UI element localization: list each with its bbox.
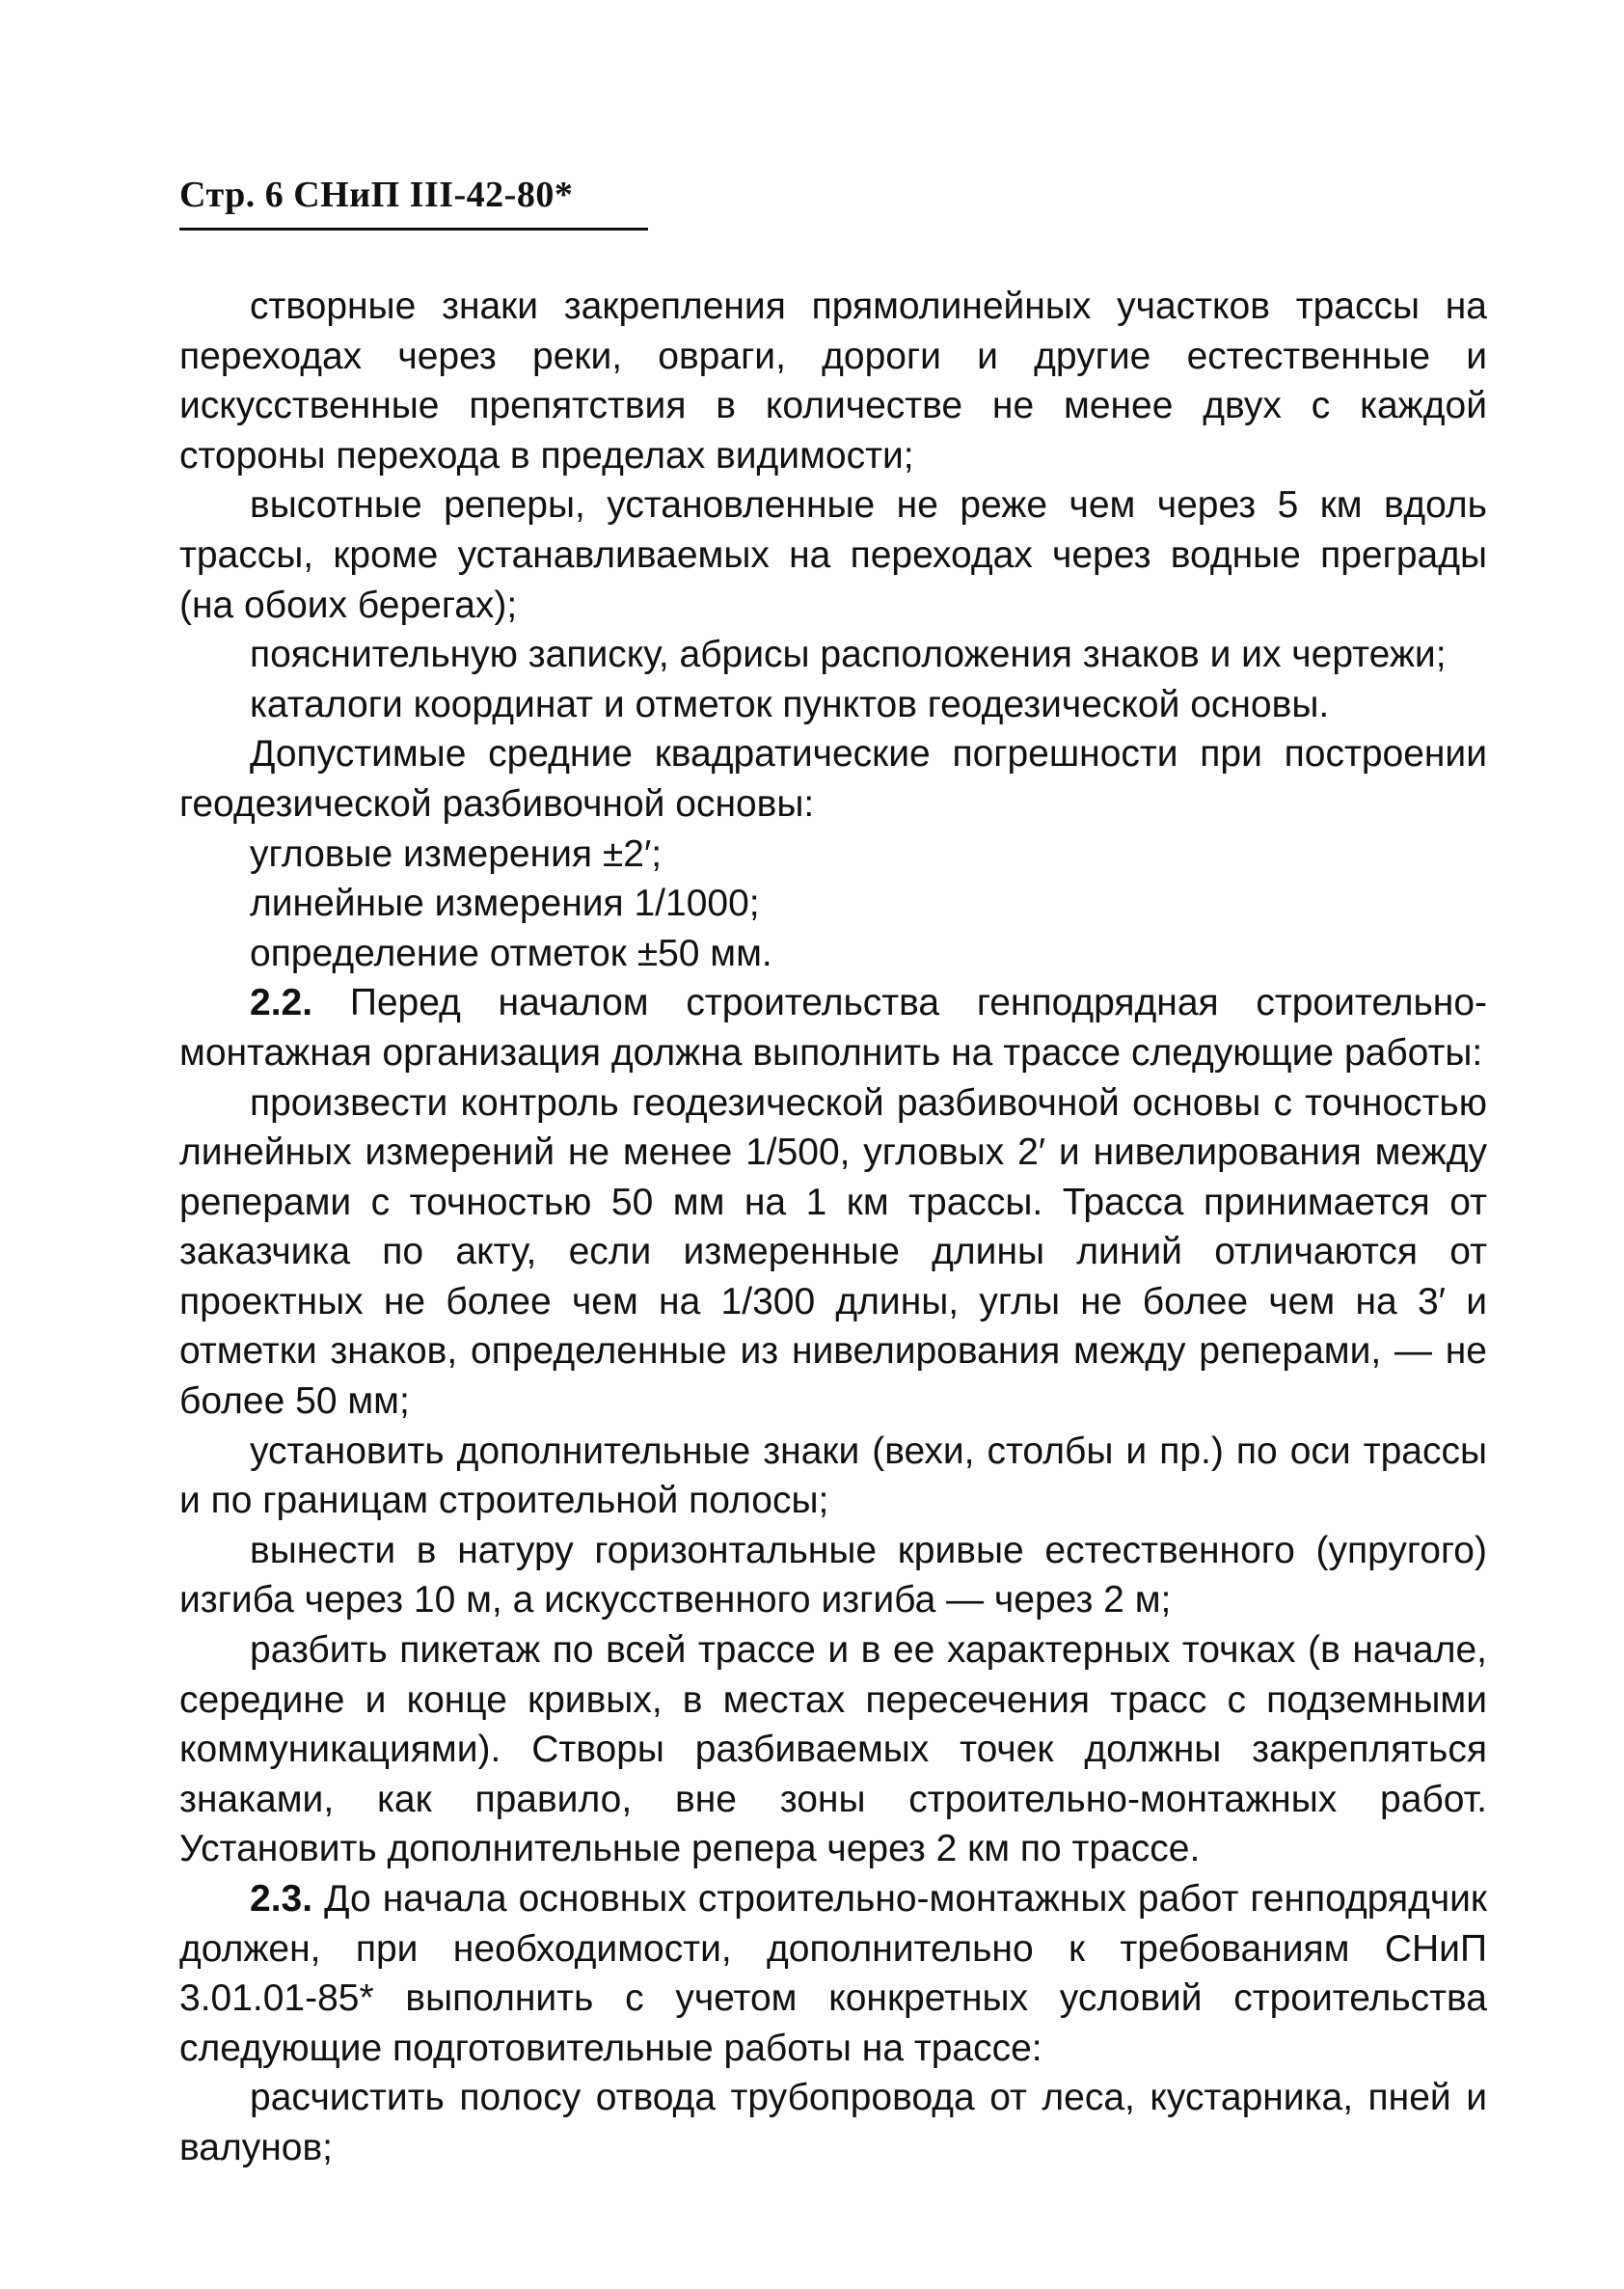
header-rule	[179, 228, 648, 231]
paragraph-text: каталоги координат и отметок пунктов геодезической основы.	[250, 683, 1330, 725]
paragraph-4	[179, 680, 1487, 730]
paragraph-text: Перед началом строительства генподрядная строительно-монтажная организация должна выполнить на трассе следующие работы:	[179, 982, 1487, 1074]
list-item-elevation	[179, 929, 1487, 979]
paragraph-text: угловые измерения ±2′;	[250, 832, 663, 875]
paragraph-15	[179, 2073, 1487, 2172]
clause-2-2	[179, 978, 1487, 1077]
paragraph-text: Допустимые средние квадратические погрешности при построении геодезической разбивочной основы:	[179, 733, 1487, 825]
paragraph-5	[179, 729, 1487, 829]
paragraph-text: разбить пикетаж по всей трассе и в ее характерных точках (в начале, середине и конце кривых, в местах пересечения трасс с подземными коммуникациями). Створы разбиваемых точек должны закрепляться знаками, как правило, вне зоны строительно-монтажных работ. Установить дополнительные репера через 2 км по трассе.	[179, 1629, 1487, 1870]
clause-2-3	[179, 1874, 1487, 2073]
paragraph-10	[179, 1078, 1487, 1427]
document-body	[179, 282, 1487, 2173]
clause-number: 2.2.	[250, 982, 313, 1024]
page-header: Стр. 6 СНиП III-42-80*	[179, 175, 574, 215]
clause-number: 2.3.	[250, 1878, 313, 1920]
paragraph-text: вынести в натуру горизонтальные кривые естественного (упругого) изгиба через 10 м, а искусственного изгиба — через 2 м;	[179, 1529, 1487, 1621]
paragraph-text: определение отметок ±50 мм.	[250, 932, 772, 974]
paragraph-text: расчистить полосу отвода трубопровода от леса, кустарника, пней и валунов;	[179, 2077, 1487, 2168]
paragraph-11	[179, 1427, 1487, 1526]
paragraph-text: произвести контроль геодезической разбивочной основы с точностью линейных измерений не менее 1/500, угловых 2′ и нивелирования между реперами с точностью 50 мм на 1 км трассы. Трасса принимается от заказчика по акту, если измеренные длины линий отличаются от проектных не более чем на 1/300 длины, углы не более чем на 3′ и отметки знаков, определенные из нивелирования между реперами, — не более 50 мм;	[179, 1081, 1487, 1423]
paragraph-3	[179, 630, 1487, 680]
paragraph-text: створные знаки закрепления прямолинейных участков трассы на переходах через реки, овраги, дороги и другие естественные и искусственные препятствия в количестве не менее двух с каждой стороны перехода в пределах видимости;	[179, 286, 1487, 477]
paragraph-2	[179, 480, 1487, 630]
paragraph-12	[179, 1526, 1487, 1625]
paragraph-text: установить дополнительные знаки (вехи, столбы и пр.) по оси трассы и по границам строительной полосы;	[179, 1430, 1487, 1522]
paragraph-text: высотные реперы, установленные не реже чем через 5 км вдоль трассы, кроме устанавливаемых на переходах через водные преграды (на обоих берегах);	[179, 484, 1487, 626]
paragraph-1	[179, 282, 1487, 480]
paragraph-text: линейные измерения 1/1000;	[250, 883, 760, 925]
paragraph-13	[179, 1625, 1487, 1874]
paragraph-text: До начала основных строительно-монтажных работ генподрядчик должен, при необходимости, дополнительно к требованиям СНиП 3.01.01-85* выполнить с учетом конкретных условий строительства следующие подготовительные работы на трассе:	[179, 1878, 1487, 2069]
list-item-linear	[179, 879, 1487, 929]
list-item-angular	[179, 830, 1487, 880]
paragraph-text: пояснительную записку, абрисы расположения знаков и их чертежи;	[250, 634, 1447, 676]
